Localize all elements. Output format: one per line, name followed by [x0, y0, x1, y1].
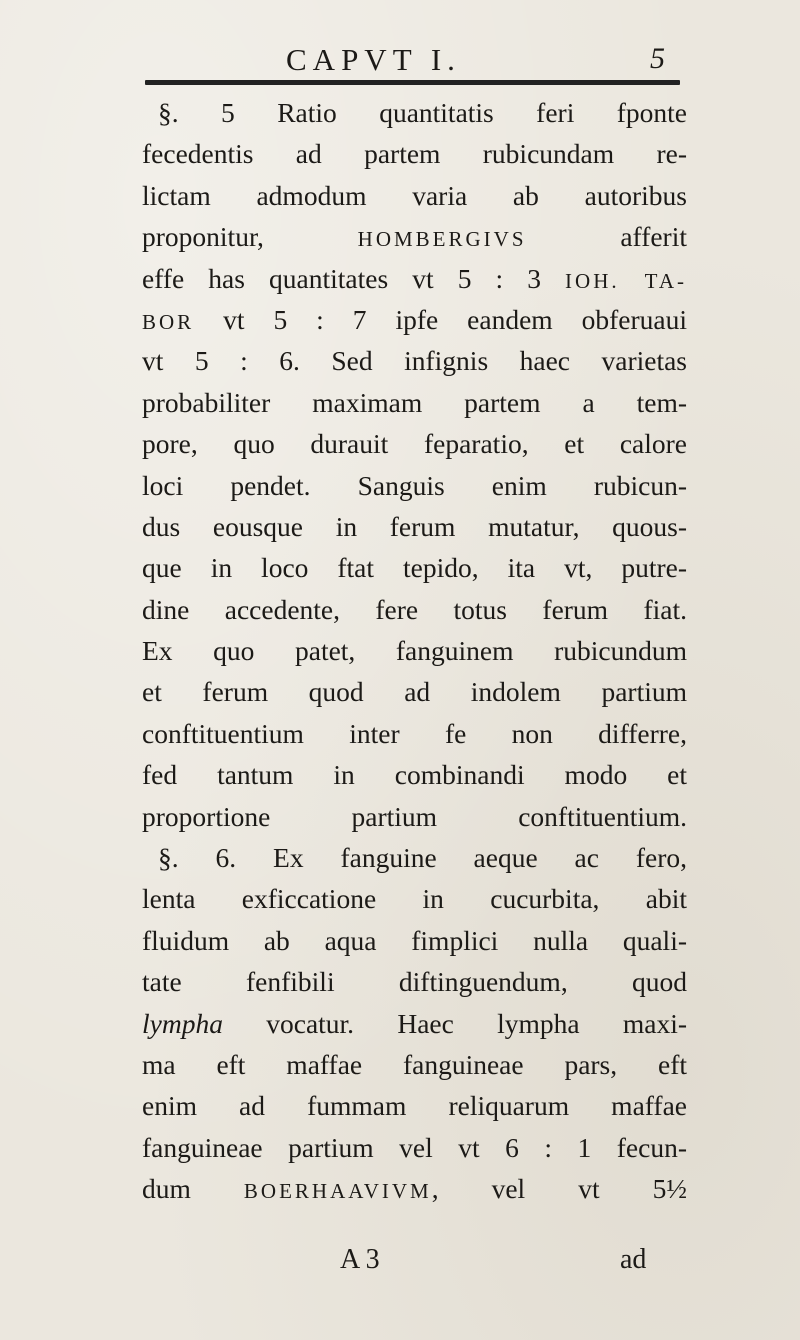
- text-line: [142, 1003, 687, 1044]
- text-segment: proportione partium conftituentium.: [142, 800, 687, 832]
- text-line: [142, 133, 687, 174]
- chapter-heading: CAPVT I.: [286, 42, 461, 77]
- text-line: [142, 382, 687, 423]
- text-segment: fanguineae partium vel vt 6 : 1 fecun-: [142, 1131, 687, 1163]
- text-line: [142, 506, 687, 547]
- running-head: [0, 20, 800, 80]
- text-line: [142, 961, 687, 1002]
- author-name: HOMBERGIVS: [357, 227, 527, 252]
- author-name: BOERHAAVIVM: [243, 1179, 432, 1204]
- text-segment: loci pendet. Sanguis enim rubicun-: [142, 469, 687, 501]
- body-text: [142, 92, 687, 1210]
- author-name: BOR: [142, 309, 195, 334]
- text-line: [142, 258, 687, 299]
- text-line: [142, 1168, 687, 1209]
- text-line: [142, 175, 687, 216]
- text-line: [142, 1044, 687, 1085]
- text-segment: probabiliter maximam partem a tem-: [142, 386, 687, 418]
- text-line: [142, 465, 687, 506]
- text-segment: , vel vt 5½: [431, 1173, 687, 1205]
- text-line: [142, 547, 687, 588]
- text-segment: §. 6. Ex fanguine aeque ac fero,: [158, 842, 687, 874]
- text-line: [142, 1085, 687, 1126]
- text-line: [142, 754, 687, 795]
- text-line: [142, 796, 687, 837]
- text-line: [142, 878, 687, 919]
- text-segment: dum: [142, 1173, 244, 1205]
- italic-term: lympha: [142, 1007, 223, 1039]
- text-segment: Ex quo patet, fanguinem rubicundum: [142, 635, 687, 667]
- text-segment: §. 5 Ratio quantitatis feri fponte: [158, 97, 687, 128]
- text-line: [142, 92, 687, 133]
- text-segment: proponitur,: [142, 221, 358, 253]
- text-line: [142, 713, 687, 754]
- page-number: 5: [650, 42, 665, 75]
- author-name: IOH. TA-: [565, 268, 687, 293]
- text-segment: fecedentis ad partem rubicundam re-: [142, 138, 687, 170]
- text-segment: dus eousque in ferum mutatur, quous-: [142, 510, 687, 542]
- text-segment: dine accedente, fere totus ferum fiat.: [142, 593, 687, 625]
- text-segment: vt 5 : 7 ipfe eandem obferuaui: [194, 303, 687, 335]
- text-segment: afferit: [526, 221, 687, 253]
- text-segment: lictam admodum varia ab autoribus: [142, 179, 687, 211]
- text-segment: vocatur. Haec lympha maxi-: [222, 1007, 687, 1039]
- text-segment: enim ad fummam reliquarum maffae: [142, 1090, 687, 1122]
- page-footer: [0, 1244, 800, 1284]
- text-line: [142, 837, 687, 878]
- text-segment: pore, quo durauit feparatio, et calore: [142, 428, 687, 460]
- text-segment: effe has quantitates vt 5 : 3: [142, 262, 566, 294]
- text-line: [142, 1127, 687, 1168]
- signature-mark: A 3: [340, 1244, 380, 1275]
- text-segment: fluidum ab aqua fimplici nulla quali-: [142, 924, 687, 956]
- text-segment: tate fenfibili diftinguendum, quod: [142, 966, 687, 998]
- text-line: [142, 920, 687, 961]
- text-segment: conftituentium inter fe non differre,: [142, 717, 687, 749]
- catchword: ad: [620, 1244, 647, 1275]
- header-rule: [145, 80, 680, 85]
- text-line: [142, 589, 687, 630]
- text-line: [142, 423, 687, 464]
- text-line: [142, 630, 687, 671]
- text-line: [142, 671, 687, 712]
- text-line: [142, 216, 687, 257]
- text-segment: et ferum quod ad indolem partium: [142, 676, 687, 708]
- text-segment: vt 5 : 6. Sed infignis haec varietas: [142, 345, 687, 377]
- text-line: [142, 299, 687, 340]
- text-segment: fed tantum in combinandi modo et: [142, 759, 687, 791]
- text-line: [142, 340, 687, 381]
- text-segment: que in loco ftat tepido, ita vt, putre-: [142, 552, 687, 584]
- text-segment: lenta exficcatione in cucurbita, abit: [142, 883, 687, 915]
- text-segment: ma eft maffae fanguineae pars, eft: [142, 1048, 687, 1080]
